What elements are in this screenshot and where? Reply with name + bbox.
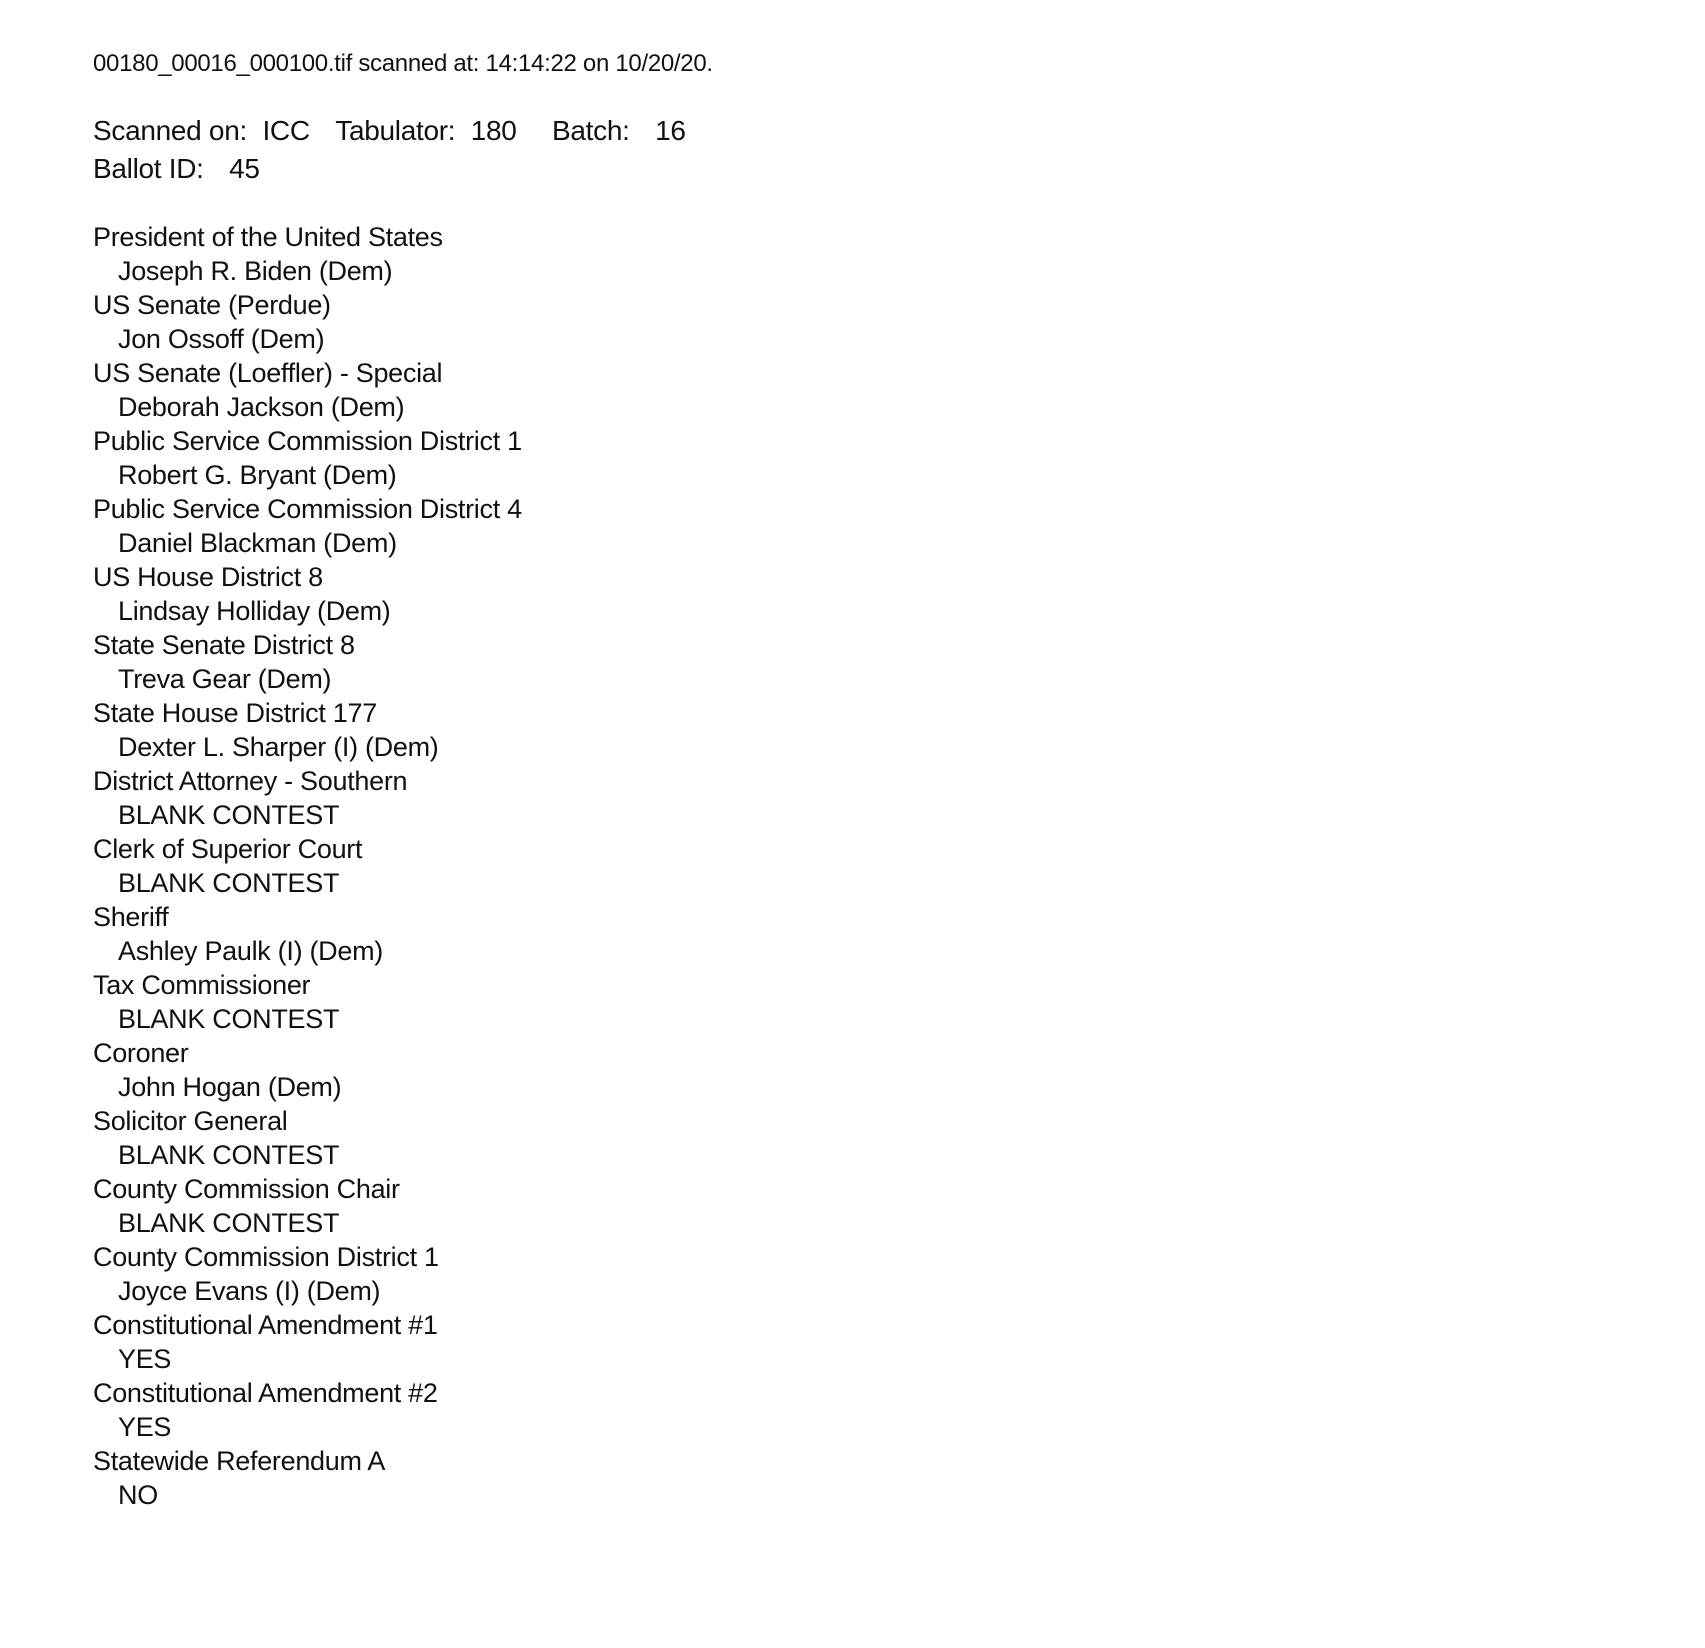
contest-title: Public Service Commission District 1 [93, 426, 522, 456]
batch-value: 16 [655, 115, 686, 146]
contest-title: Solicitor General [93, 1106, 288, 1136]
batch-field [552, 112, 686, 150]
contest-selection: BLANK CONTEST [118, 1140, 340, 1170]
contest-title: Public Service Commission District 4 [93, 494, 522, 524]
contest-title: Statewide Referendum A [93, 1446, 386, 1476]
contest-title: Constitutional Amendment #2 [93, 1378, 438, 1408]
contest-title: State Senate District 8 [93, 630, 355, 660]
contest-selection: Dexter L. Sharper (I) (Dem) [118, 732, 439, 762]
contest-selection: Treva Gear (Dem) [118, 664, 332, 694]
scanned-ballot-report-page [93, 50, 1593, 1512]
scanner-field [93, 112, 310, 150]
contest-selection: Joseph R. Biden (Dem) [118, 256, 393, 286]
contest-title: Constitutional Amendment #1 [93, 1310, 438, 1340]
contest-selection: Daniel Blackman (Dem) [118, 528, 397, 558]
tabulator-field [335, 112, 516, 150]
contest-selection: Lindsay Holliday (Dem) [118, 596, 391, 626]
tabulator-value: 180 [470, 115, 517, 146]
contest-title: Clerk of Superior Court [93, 834, 363, 864]
contest-selection: BLANK CONTEST [118, 800, 340, 830]
contest-title: Sheriff [93, 902, 169, 932]
contest-title: County Commission Chair [93, 1174, 400, 1204]
contest-title: US House District 8 [93, 562, 323, 592]
contest-title: Tax Commissioner [93, 970, 311, 1000]
contest-selection: YES [118, 1412, 172, 1442]
contest-title: Coroner [93, 1038, 189, 1068]
contest-title: US Senate (Loeffler) - Special [93, 358, 443, 388]
contest-selection: John Hogan (Dem) [118, 1072, 342, 1102]
ballot-id-label: Ballot ID: [93, 153, 204, 184]
scanner-label: Scanned on: [93, 115, 247, 146]
tabulator-label: Tabulator: [335, 115, 456, 146]
contest-selection: Deborah Jackson (Dem) [118, 392, 405, 422]
contest-selection: Ashley Paulk (I) (Dem) [118, 936, 383, 966]
scanner-value: ICC [262, 115, 310, 146]
contest-title: State House District 177 [93, 698, 377, 728]
contest-selection: NO [118, 1480, 158, 1510]
contest-selection: BLANK CONTEST [118, 1208, 340, 1238]
contest-title: District Attorney - Southern [93, 766, 408, 796]
contest-selection: Robert G. Bryant (Dem) [118, 460, 397, 490]
batch-label: Batch: [552, 115, 630, 146]
scan-header-block [93, 112, 1593, 188]
contest-title: US Senate (Perdue) [93, 290, 331, 320]
contest-selection: Joyce Evans (I) (Dem) [118, 1276, 381, 1306]
scan-info-row [93, 112, 1593, 150]
contest-selection: BLANK CONTEST [118, 868, 340, 898]
contest-selection: YES [118, 1344, 172, 1374]
ballot-id-value: 45 [229, 153, 260, 184]
ballot-id-row [93, 150, 1593, 188]
contest-selection: Jon Ossoff (Dem) [118, 324, 325, 354]
contest-selection: BLANK CONTEST [118, 1004, 340, 1034]
contest-list [93, 220, 1593, 1512]
ballot-id-field [93, 150, 260, 188]
contest-title: President of the United States [93, 222, 443, 252]
scan-filename-line: 00180_00016_000100.tif scanned at: 14:14:22 on 10/20/20. [93, 50, 713, 77]
contest-title: County Commission District 1 [93, 1242, 439, 1272]
